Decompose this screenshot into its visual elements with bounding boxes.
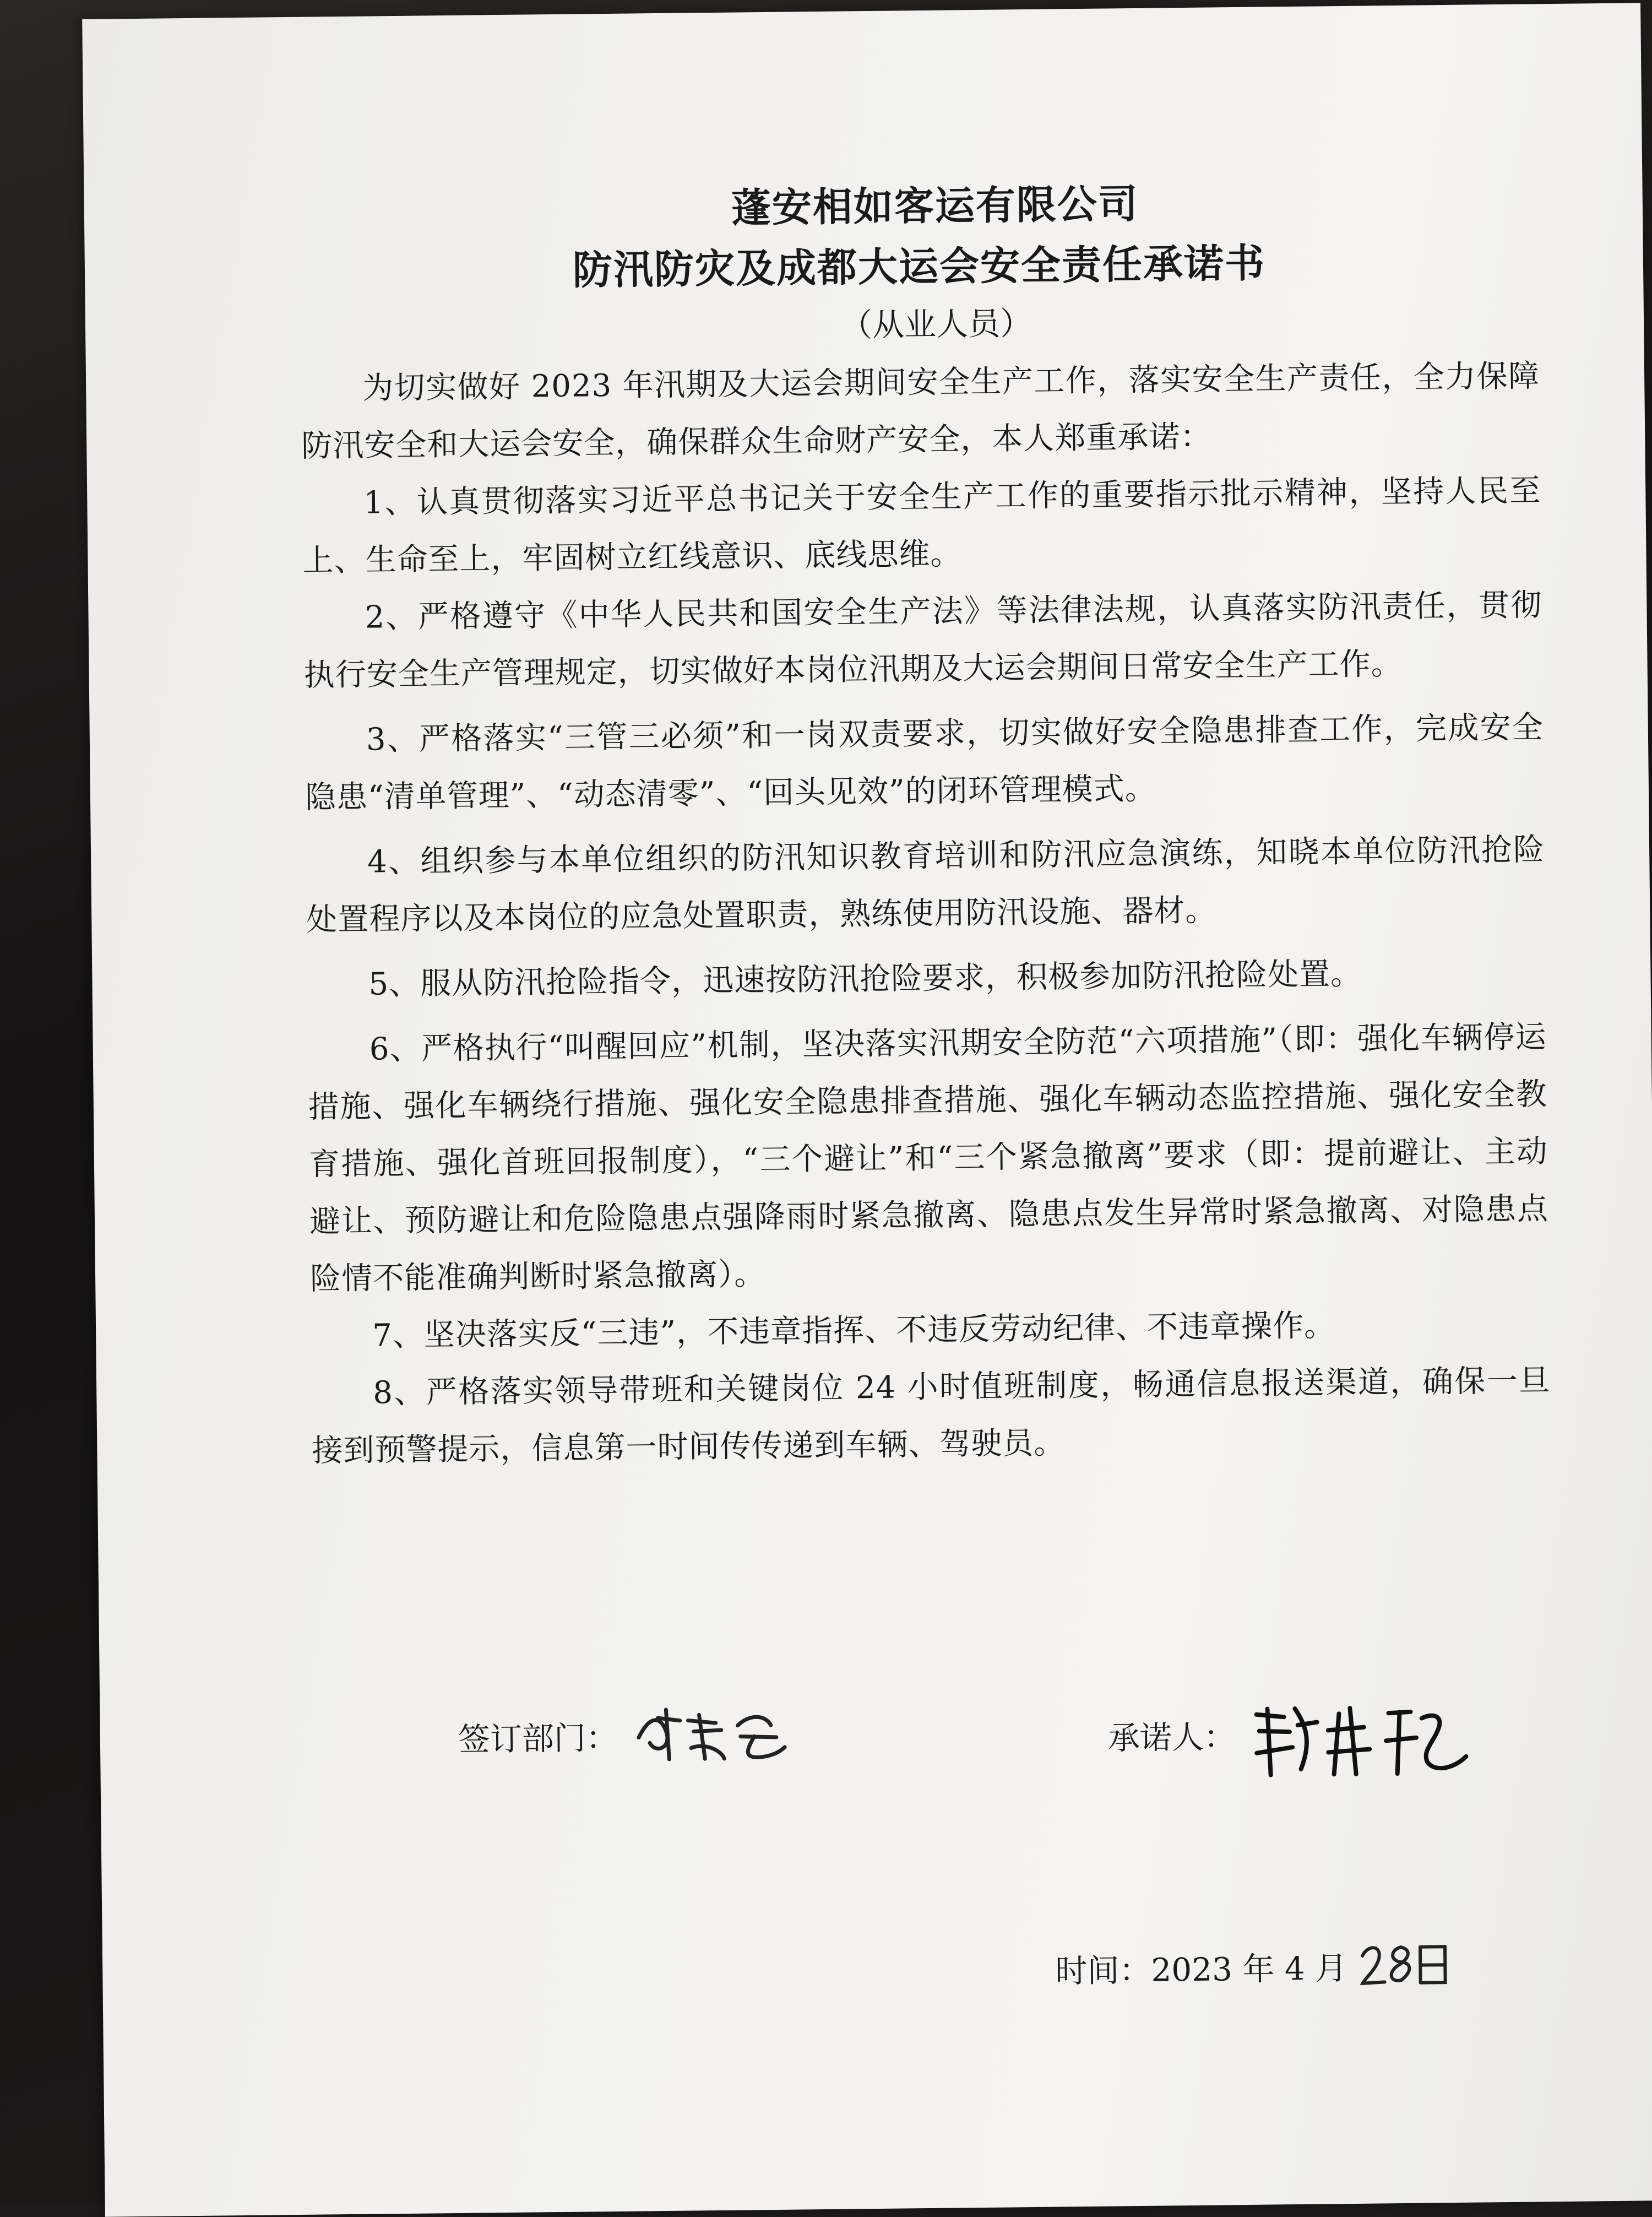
paper-sheet bbox=[82, 3, 1652, 2216]
sign-dept-signature bbox=[628, 1698, 794, 1771]
date-row bbox=[1055, 1938, 1451, 1992]
item-6: 6、严格执行“叫醒回应”机制，坚决落实汛期安全防范“六项措施”（即：强化车辆停运措施、强化车辆绕行措施、强化安全隐患排查措施、强化车辆动态监控措施、强化安全教育措施、强化首班回报制度），“三个避让”和“三个紧急撤离”要求（即：提前避让、主动避让、预防避让和危险隐患点强降雨时紧急撤离、隐患点发生异常时紧急撤离、对隐患点险情不能准确判断时紧急撤离）。 bbox=[308, 1019, 1549, 1297]
item-7: 7、坚决落实反“三违”，不违章指挥、不违反劳动纪律、不违章操作。 bbox=[372, 1308, 1336, 1354]
item-5: 5、服从防汛抢险指令，迅速按防汛抢险要求，积极参加防汛抢险处置。 bbox=[368, 956, 1362, 1002]
sign-dept bbox=[458, 1698, 794, 1772]
document-subtitle: （从业人员） bbox=[840, 304, 1032, 344]
item-4: 4、组织参与本单位组织的防汛知识教育培训和防汛应急演练，知晓本单位防汛抢险处置程序以及本岗位的应急处置职责，熟练使用防汛设施、器材。 bbox=[306, 832, 1545, 938]
company-title: 蓬安相如客运有限公司 bbox=[731, 180, 1139, 231]
item-3: 3、严格落实“三管三必须”和一岗双责要求，切实做好安全隐患排查工作，完成安全隐患“清单管理”、“动态清零”、“回头见效”的闭环管理模式。 bbox=[305, 709, 1544, 816]
intro-paragraph: 为切实做好 2023 年汛期及大运会期间安全生产工作，落实安全生产责任，全力保障防汛安全和大运会安全，确保群众生命财产安全，本人郑重承诺： bbox=[301, 358, 1540, 464]
promisor bbox=[1107, 1690, 1477, 1788]
sign-dept-label: 签订部门： bbox=[458, 1719, 618, 1758]
date-label: 时间：2023 年 4 月 bbox=[1055, 1949, 1347, 1990]
document-body bbox=[298, 169, 1551, 1990]
item-8: 8、严格落实领导带班和关键岗位 24 小时值班制度，畅通信息报送渠道，确保一旦接到预警提示，信息第一时间传传递到车辆、驾驶员。 bbox=[312, 1363, 1551, 1469]
item-1: 1、认真贯彻落实习近平总书记关于安全生产工作的重要指示批示精神，坚持人民至上、生命至上，牢固树立红线意识、底线思维。 bbox=[302, 473, 1541, 579]
signature-row bbox=[314, 1667, 1555, 1791]
promisor-signature bbox=[1246, 1690, 1478, 1786]
document-title: 防汛防灾及成都大运会安全责任承诺书 bbox=[572, 239, 1266, 294]
date-day-handwritten bbox=[1357, 1938, 1451, 1989]
item-2: 2、严格遵守《中华人民共和国安全生产法》等法律法规，认真落实防汛责任，贯彻执行安全生产管理规定，切实做好本岗位汛期及大运会期间日常安全生产工作。 bbox=[303, 587, 1542, 693]
promisor-label: 承诺人： bbox=[1107, 1718, 1236, 1757]
